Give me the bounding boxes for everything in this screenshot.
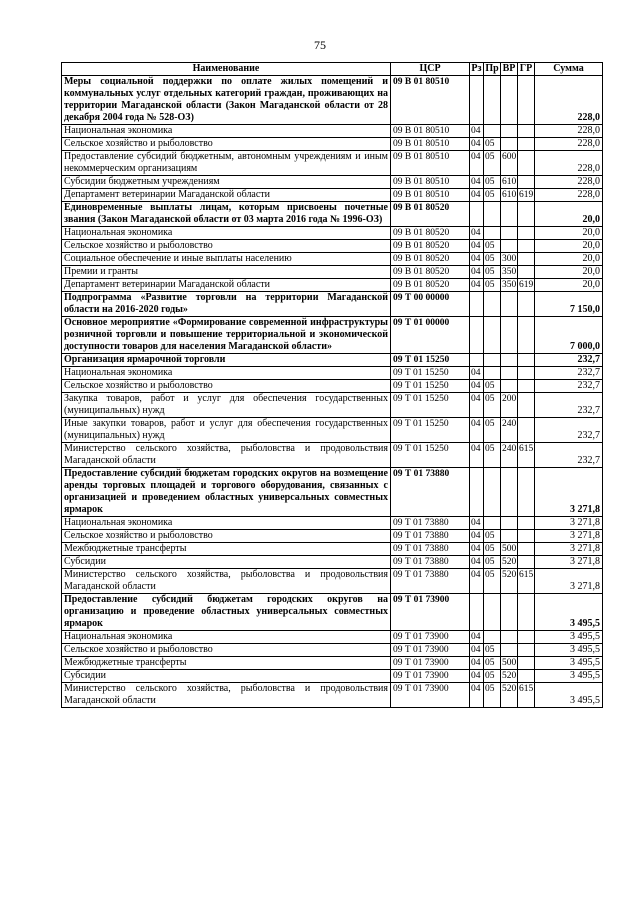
row-pr [484,367,501,380]
table-body [62,76,603,708]
row-name: Сельское хозяйство и рыболовство [62,530,391,543]
row-gr [518,266,535,279]
row-csr: 09 Т 01 73900 [391,644,470,657]
table-row [62,569,603,594]
row-gr [518,202,535,227]
row-rz: 04 [470,176,484,189]
row-rz: 04 [470,253,484,266]
row-sum: 3 271,8 [535,468,603,517]
row-vr: 350 [502,280,517,290]
row-rz: 04 [470,543,484,556]
table-row [62,443,603,468]
row-name: Национальная экономика [62,367,391,380]
row-gr: 619 [519,280,534,290]
row-csr: 09 Т 01 73880 [391,517,470,530]
row-sum: 228,0 [535,138,603,151]
row-gr [518,253,535,266]
row-pr: 05 [484,266,501,279]
row-vr [501,380,518,393]
row-rz: 04 [470,517,484,530]
table-row [62,367,603,380]
table-row [62,189,603,202]
row-name: Сельское хозяйство и рыболовство [62,138,391,151]
row-vr [501,517,518,530]
row-gr [518,292,535,317]
row-rz [470,292,484,317]
header-pr: Пр [485,63,499,74]
row-sum: 3 271,8 [535,517,603,530]
row-rz: 04 [470,380,484,393]
row-vr [501,644,518,657]
row-gr [518,227,535,240]
row-vr [501,138,518,151]
row-csr: 09 Т 01 73900 [391,594,470,631]
row-name: Межбюджетные трансферты [62,543,391,556]
row-sum: 3 271,8 [535,530,603,543]
table-row [62,683,603,708]
table-row [62,202,603,227]
row-gr [518,138,535,151]
row-csr: 09 Т 01 73900 [391,657,470,670]
row-sum: 3 271,8 [535,543,603,556]
row-name: Предоставление субсидий бюджетам городских округов на организацию и проведение областных универсальных совместных ярмарок [62,594,391,631]
row-sum: 3 271,8 [535,569,603,594]
row-pr: 05 [484,683,501,708]
table-row [62,380,603,393]
row-pr [484,517,501,530]
row-pr: 05 [484,176,501,189]
row-pr [484,631,501,644]
table-row [62,125,603,138]
row-gr [518,543,535,556]
row-rz: 04 [470,556,484,569]
row-pr [484,76,501,125]
row-gr [518,530,535,543]
row-gr [518,151,535,176]
header-name: Наименование [62,63,391,76]
row-name: Министерство сельского хозяйства, рыболовства и продовольствия Магаданской области [62,683,391,708]
row-pr [484,468,501,517]
page-number: 75 [314,38,326,52]
row-pr: 05 [484,644,501,657]
row-vr [501,354,518,367]
row-gr [518,594,535,631]
table-row [62,657,603,670]
row-sum: 20,0 [535,227,603,240]
row-vr: 520 [502,557,517,567]
row-rz: 04 [470,125,484,138]
row-name: Сельское хозяйство и рыболовство [62,644,391,657]
row-name: Предоставление субсидий бюджетам городских округов на возмещение аренды торговых площадей и торгового оборудования, связанных с организацией и проведением областных универсальных совместных ярмарок [62,468,391,517]
row-gr [518,517,535,530]
row-vr: 520 [501,569,518,594]
row-rz: 04 [470,189,484,202]
row-rz: 04 [470,240,484,253]
row-sum: 20,0 [535,279,603,292]
row-csr: 09 Т 01 73900 [391,683,470,708]
row-rz [470,354,484,367]
row-csr: 09 В 01 80510 [391,125,470,138]
row-pr [484,125,501,138]
header-csr: ЦСР [391,63,470,76]
row-vr [501,227,518,240]
row-sum: 3 495,5 [535,644,603,657]
row-pr: 05 [484,556,501,569]
row-rz: 04 [470,367,484,380]
table-row [62,138,603,151]
row-pr: 05 [484,443,501,468]
row-pr [484,317,501,354]
row-gr [518,631,535,644]
table-row [62,317,603,354]
row-csr: 09 В 01 80520 [391,279,470,292]
row-pr: 05 [484,393,501,418]
row-csr: 09 Т 01 15250 [391,380,470,393]
row-rz [470,76,484,125]
row-csr: 09 Т 01 15250 [391,367,470,380]
row-name: Социальное обеспечение и иные выплаты населению [62,253,391,266]
row-sum: 228,0 [535,176,603,189]
row-name: Министерство сельского хозяйства, рыболовства и продовольствия Магаданской области [62,443,391,468]
row-csr: 09 Т 01 73900 [391,670,470,683]
table-row [62,227,603,240]
row-gr [518,76,535,125]
row-rz [470,468,484,517]
row-pr [484,594,501,631]
row-sum: 20,0 [535,240,603,253]
row-vr [501,240,518,253]
row-rz [470,202,484,227]
row-pr: 05 [484,530,501,543]
row-rz: 04 [470,443,484,468]
row-vr: 610 [502,177,517,187]
row-rz: 04 [470,138,484,151]
row-csr: 09 Т 01 73880 [391,530,470,543]
header-vr: ВР [501,63,518,76]
row-sum: 228,0 [535,189,603,202]
row-csr: 09 В 01 80510 [391,138,470,151]
row-name: Закупка товаров, работ и услуг для обеспечения государственных (муниципальных) нужд [62,393,391,418]
row-rz: 04 [470,644,484,657]
row-rz: 04 [470,266,484,279]
row-rz: 04 [470,393,484,418]
row-pr [484,292,501,317]
row-name: Меры социальной поддержки по оплате жилых помещений и коммунальных услуг отдельных категорий граждан, проживающих на территории Магаданской области (Закон Магаданской области от 28 декабря 2004 года № 528-ОЗ) [62,76,391,125]
table-row [62,418,603,443]
row-gr: 619 [519,190,534,200]
row-csr: 09 Т 01 73880 [391,556,470,569]
row-sum: 232,7 [535,393,603,418]
row-sum: 3 495,5 [535,683,603,708]
row-gr [518,468,535,517]
row-pr: 05 [484,657,501,670]
row-gr: 615 [518,569,535,594]
row-csr: 09 В 01 80510 [391,176,470,189]
row-rz: 04 [470,418,484,443]
row-name: Основное мероприятие «Формирование современной инфраструктуры розничной торговли и повышение территориальной и экономической доступности товаров для населения Магаданской области» [62,317,391,354]
row-vr: 240 [501,443,518,468]
row-csr: 09 Т 01 00000 [391,317,470,354]
row-sum: 7 150,0 [535,292,603,317]
row-gr [518,354,535,367]
table-row [62,594,603,631]
table-row [62,556,603,569]
row-pr: 05 [484,543,501,556]
table-row [62,292,603,317]
row-csr: 09 В 01 80520 [391,240,470,253]
row-csr: 09 В 01 80520 [391,253,470,266]
row-gr [518,657,535,670]
row-vr: 200 [501,393,518,418]
row-vr [501,317,518,354]
row-name: Департамент ветеринарии Магаданской области [62,279,391,292]
row-rz: 04 [470,151,484,176]
row-pr: 05 [484,670,501,683]
row-name: Департамент ветеринарии Магаданской области [62,189,391,202]
row-pr [484,202,501,227]
row-csr: 09 Т 01 15250 [391,443,470,468]
row-gr [518,125,535,138]
table-header-row [62,63,603,76]
row-csr: 09 Т 01 73900 [391,631,470,644]
row-gr [518,367,535,380]
row-csr: 09 Т 01 73880 [391,569,470,594]
row-rz: 04 [470,227,484,240]
table-row [62,76,603,125]
row-pr: 05 [484,380,501,393]
row-vr: 600 [501,151,518,176]
row-gr [518,644,535,657]
row-rz: 04 [470,279,484,292]
row-name: Министерство сельского хозяйства, рыболовства и продовольствия Магаданской области [62,569,391,594]
row-sum: 7 000,0 [535,317,603,354]
row-sum: 232,7 [535,354,603,367]
row-name: Единовременные выплаты лицам, которым присвоены почетные звания (Закон Магаданской области от 03 марта 2016 года № 1996-ОЗ) [62,202,391,227]
row-pr: 05 [484,151,501,176]
row-gr [518,380,535,393]
row-sum: 232,7 [535,380,603,393]
row-gr [518,670,535,683]
row-name: Сельское хозяйство и рыболовство [62,380,391,393]
row-rz: 04 [470,530,484,543]
row-gr [518,556,535,569]
row-vr [501,125,518,138]
row-rz: 04 [470,683,484,708]
row-pr: 05 [484,253,501,266]
table-row [62,253,603,266]
row-csr: 09 Т 01 15250 [391,393,470,418]
row-pr: 05 [484,279,501,292]
row-name: Субсидии [62,670,391,683]
row-csr: 09 В 01 80520 [391,202,470,227]
row-gr [518,393,535,418]
row-csr: 09 Т 01 15250 [391,418,470,443]
row-vr [501,468,518,517]
table-row [62,670,603,683]
row-name: Предоставление субсидий бюджетным, автономным учреждениям и иным некоммерческим организациям [62,151,391,176]
row-vr: 520 [502,671,517,681]
row-rz: 04 [470,657,484,670]
row-name: Национальная экономика [62,125,391,138]
row-sum: 228,0 [535,151,603,176]
table-row [62,393,603,418]
row-vr [501,202,518,227]
row-vr [501,631,518,644]
row-sum: 20,0 [535,202,603,227]
row-sum: 232,7 [535,443,603,468]
table-row [62,354,603,367]
row-vr [501,367,518,380]
row-rz: 04 [470,631,484,644]
row-name: Межбюджетные трансферты [62,657,391,670]
table-row [62,240,603,253]
row-sum: 3 495,5 [535,657,603,670]
row-vr: 500 [502,658,517,668]
row-pr: 05 [484,189,501,202]
row-csr: 09 В 01 80510 [391,189,470,202]
row-gr [518,240,535,253]
row-name: Иные закупки товаров, работ и услуг для обеспечения государственных (муниципальных) нужд [62,418,391,443]
row-vr: 300 [502,254,517,264]
row-gr [518,176,535,189]
row-pr [484,227,501,240]
row-name: Национальная экономика [62,517,391,530]
row-sum: 20,0 [535,253,603,266]
row-vr [501,530,518,543]
row-sum: 3 495,5 [535,631,603,644]
row-vr [501,594,518,631]
row-csr: 09 Т 00 00000 [391,292,470,317]
table-row [62,176,603,189]
row-pr: 05 [484,418,501,443]
row-gr: 615 [518,443,535,468]
header-gr: ГР [518,63,535,76]
table-row [62,631,603,644]
row-vr: 240 [501,418,518,443]
row-sum: 3 495,5 [535,594,603,631]
row-sum: 228,0 [535,125,603,138]
row-name: Субсидии бюджетным учреждениям [62,176,391,189]
row-gr [518,317,535,354]
row-csr: 09 В 01 80520 [391,266,470,279]
budget-table [61,62,603,708]
row-csr: 09 Т 01 73880 [391,468,470,517]
row-vr: 520 [501,683,518,708]
header-rz: Рз [471,63,482,74]
row-name: Подпрограмма «Развитие торговли на территории Магаданской области на 2016-2020 годы» [62,292,391,317]
table-row [62,517,603,530]
table-row [62,266,603,279]
row-name: Премии и гранты [62,266,391,279]
row-name: Организация ярмарочной торговли [62,354,391,367]
row-rz: 04 [470,569,484,594]
header-sum: Сумма [535,63,603,76]
table-row [62,151,603,176]
row-rz [470,317,484,354]
row-pr: 05 [484,569,501,594]
row-vr: 500 [502,544,517,554]
row-gr [518,418,535,443]
row-csr: 09 Т 01 15250 [391,354,470,367]
row-name: Сельское хозяйство и рыболовство [62,240,391,253]
row-sum: 3 271,8 [535,556,603,569]
table-row [62,644,603,657]
row-sum: 232,7 [535,367,603,380]
row-csr: 09 Т 01 73880 [391,543,470,556]
row-pr: 05 [484,240,501,253]
table-row [62,468,603,517]
table-row [62,279,603,292]
row-sum: 232,7 [535,418,603,443]
row-vr [501,76,518,125]
row-gr: 615 [518,683,535,708]
row-sum: 228,0 [535,76,603,125]
row-csr: 09 В 01 80510 [391,76,470,125]
row-name: Национальная экономика [62,631,391,644]
row-csr: 09 В 01 80510 [391,151,470,176]
row-sum: 3 495,5 [535,670,603,683]
row-pr [484,354,501,367]
table-row [62,543,603,556]
row-vr [501,292,518,317]
row-rz [470,594,484,631]
row-name: Субсидии [62,556,391,569]
row-rz: 04 [470,670,484,683]
row-vr: 610 [502,190,517,200]
row-sum: 20,0 [535,266,603,279]
row-csr: 09 В 01 80520 [391,227,470,240]
row-vr: 350 [502,267,517,277]
row-pr: 05 [484,138,501,151]
table-row [62,530,603,543]
row-name: Национальная экономика [62,227,391,240]
